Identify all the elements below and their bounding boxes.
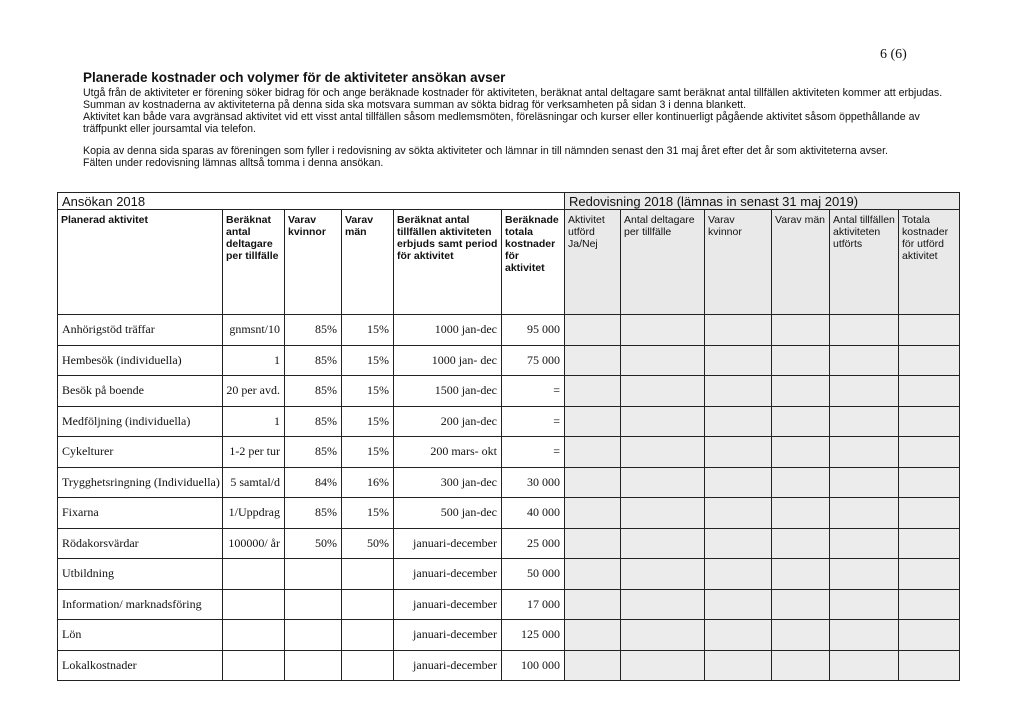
report-cell[interactable] — [621, 498, 705, 529]
report-cell[interactable] — [565, 528, 621, 559]
row-men: 15% — [342, 315, 394, 346]
table-row — [58, 437, 960, 468]
page-title: Planerade kostnader och volymer för de aktiviteter ansökan avser — [83, 70, 506, 85]
row-men: 50% — [342, 528, 394, 559]
row-activity: Information/ marknadsföring — [58, 589, 223, 620]
row-cost: 50 000 — [502, 559, 565, 590]
row-cost: 125 000 — [502, 620, 565, 651]
row-activity: Medföljning (individuella) — [58, 406, 223, 437]
report-cell[interactable] — [830, 315, 899, 346]
report-cell[interactable] — [705, 467, 772, 498]
report-cell[interactable] — [705, 498, 772, 529]
report-cell[interactable] — [899, 559, 960, 590]
row-cost: 30 000 — [502, 467, 565, 498]
report-cell[interactable] — [621, 528, 705, 559]
row-women: 85% — [285, 406, 342, 437]
row-participants: gnmsnt/10 — [223, 315, 285, 346]
report-cell[interactable] — [565, 376, 621, 407]
row-participants — [223, 650, 285, 681]
row-participants — [223, 589, 285, 620]
table-row — [58, 650, 960, 681]
report-cell[interactable] — [830, 406, 899, 437]
row-cost: 75 000 — [502, 345, 565, 376]
report-cell[interactable] — [705, 376, 772, 407]
report-cell[interactable] — [830, 437, 899, 468]
report-cell[interactable] — [565, 620, 621, 651]
header-women: Varav kvinnor — [285, 210, 342, 315]
row-activity: Utbildning — [58, 559, 223, 590]
row-women — [285, 650, 342, 681]
report-cell[interactable] — [899, 376, 960, 407]
report-cell[interactable] — [621, 467, 705, 498]
report-cell[interactable] — [772, 498, 830, 529]
report-cell[interactable] — [830, 467, 899, 498]
row-women: 85% — [285, 345, 342, 376]
activity-table — [57, 192, 960, 681]
table-row — [58, 406, 960, 437]
row-men: 15% — [342, 406, 394, 437]
report-cell[interactable] — [772, 650, 830, 681]
report-cell[interactable] — [621, 620, 705, 651]
row-men: 15% — [342, 498, 394, 529]
report-cell[interactable] — [772, 406, 830, 437]
report-cell[interactable] — [705, 437, 772, 468]
row-women — [285, 559, 342, 590]
report-cell[interactable] — [565, 650, 621, 681]
row-women: 84% — [285, 467, 342, 498]
table-row — [58, 467, 960, 498]
row-women: 85% — [285, 498, 342, 529]
report-cell[interactable] — [772, 345, 830, 376]
row-cost: 95 000 — [502, 315, 565, 346]
intro-paragraph-2: Aktivitet kan både vara avgränsad aktivitet vid ett visst antal tillfällen såsom medlemsmöten, föreläsningar och kurser eller kontinuerligt pågående aktivitet såsom öppethållande av träffpunkt eller joursamtal via telefon. — [83, 111, 920, 135]
report-cell[interactable] — [621, 345, 705, 376]
report-cell[interactable] — [830, 589, 899, 620]
row-occasions: januari-december — [394, 528, 502, 559]
report-cell[interactable] — [621, 406, 705, 437]
report-cell[interactable] — [565, 589, 621, 620]
report-cell[interactable] — [772, 437, 830, 468]
table-row — [58, 528, 960, 559]
row-men — [342, 620, 394, 651]
table-row — [58, 498, 960, 529]
report-cell[interactable] — [899, 498, 960, 529]
row-cost: = — [502, 437, 565, 468]
row-participants — [223, 559, 285, 590]
table-row — [58, 589, 960, 620]
report-cell[interactable] — [705, 559, 772, 590]
table-row — [58, 620, 960, 651]
row-activity: Anhörigstöd träffar — [58, 315, 223, 346]
row-participants: 1 — [223, 345, 285, 376]
row-occasions: 1000 jan- dec — [394, 345, 502, 376]
page-number: 6 (6) — [880, 47, 907, 62]
header-report-women: Varav kvinnor — [705, 210, 772, 315]
row-men: 15% — [342, 437, 394, 468]
report-cell[interactable] — [830, 345, 899, 376]
header-activity: Planerad aktivitet — [58, 210, 223, 315]
row-participants: 1/Uppdrag — [223, 498, 285, 529]
report-cell[interactable] — [565, 559, 621, 590]
intro-text — [83, 87, 963, 169]
report-cell[interactable] — [830, 498, 899, 529]
table-row — [58, 345, 960, 376]
report-cell[interactable] — [705, 315, 772, 346]
row-participants — [223, 620, 285, 651]
report-cell[interactable] — [899, 315, 960, 346]
report-cell[interactable] — [565, 345, 621, 376]
row-activity: Hembesök (individuella) — [58, 345, 223, 376]
row-men — [342, 559, 394, 590]
report-cell[interactable] — [705, 589, 772, 620]
report-cell[interactable] — [772, 315, 830, 346]
report-cell[interactable] — [772, 559, 830, 590]
row-men — [342, 589, 394, 620]
row-occasions: 1500 jan-dec — [394, 376, 502, 407]
row-women: 50% — [285, 528, 342, 559]
row-occasions: januari-december — [394, 650, 502, 681]
row-activity: Lön — [58, 620, 223, 651]
row-cost: 40 000 — [502, 498, 565, 529]
report-cell[interactable] — [565, 437, 621, 468]
intro-paragraph-4: Fälten under redovisning lämnas alltså tomma i denna ansökan. — [83, 157, 384, 169]
row-activity: Cykelturer — [58, 437, 223, 468]
report-cell[interactable] — [621, 559, 705, 590]
report-cell[interactable] — [621, 589, 705, 620]
report-cell[interactable] — [830, 376, 899, 407]
header-participants: Beräknat antal deltagare per tillfälle — [223, 210, 285, 315]
intro-paragraph-3: Kopia av denna sida sparas av föreningen som fyller i redovisning av sökta aktiviteter och lämnar in till nämnden senast den 31 maj året efter det år som aktiviteterna avser. — [83, 145, 888, 157]
intro-paragraph-1: Utgå från de aktiviteter er förening söker bidrag för och ange beräknade kostnader för aktiviteten, beräknat antal deltagare samt beräknat antal tillfällen aktiviteten kommer att erbjudas. Summan av kostnaderna av aktiviteterna på denna sida ska motsvara summan av sökta bidrag för verksamheten på sidan 3 i denna blankett. — [83, 87, 943, 111]
report-cell[interactable] — [899, 589, 960, 620]
report-cell[interactable] — [772, 528, 830, 559]
report-cell[interactable] — [621, 650, 705, 681]
row-cost: 25 000 — [502, 528, 565, 559]
table-row — [58, 559, 960, 590]
report-cell[interactable] — [565, 315, 621, 346]
row-activity: Fixarna — [58, 498, 223, 529]
row-participants: 100000/ år — [223, 528, 285, 559]
row-occasions: 200 jan-dec — [394, 406, 502, 437]
report-cell[interactable] — [772, 467, 830, 498]
report-cell[interactable] — [830, 650, 899, 681]
row-occasions: 300 jan-dec — [394, 467, 502, 498]
report-cell[interactable] — [772, 376, 830, 407]
report-cell[interactable] — [899, 620, 960, 651]
header-occasions: Beräknat antal tillfällen aktiviteten erbjuds samt period för aktivitet — [394, 210, 502, 315]
row-occasions: 500 jan-dec — [394, 498, 502, 529]
header-report-men: Varav män — [772, 210, 830, 315]
report-cell[interactable] — [705, 345, 772, 376]
row-activity: Rödakorsvärdar — [58, 528, 223, 559]
table-header-row — [58, 210, 960, 315]
report-cell[interactable] — [830, 620, 899, 651]
header-report-done: Aktivitet utförd Ja/Nej — [565, 210, 621, 315]
report-cell[interactable] — [621, 437, 705, 468]
row-activity: Lokalkostnader — [58, 650, 223, 681]
header-report-participants: Antal deltagare per tillfälle — [621, 210, 705, 315]
row-women: 85% — [285, 376, 342, 407]
row-women: 85% — [285, 315, 342, 346]
table-row — [58, 376, 960, 407]
report-cell[interactable] — [705, 528, 772, 559]
report-cell[interactable] — [899, 345, 960, 376]
row-occasions: januari-december — [394, 589, 502, 620]
row-cost: 17 000 — [502, 589, 565, 620]
report-cell[interactable] — [705, 620, 772, 651]
report-section-title: Redovisning 2018 (lämnas in senast 31 maj 2019) — [565, 193, 960, 210]
row-participants: 20 per avd. — [223, 376, 285, 407]
row-participants: 1-2 per tur — [223, 437, 285, 468]
header-report-occasions: Antal tillfällen aktiviteten utförts — [830, 210, 899, 315]
report-cell[interactable] — [899, 406, 960, 437]
row-occasions: 1000 jan-dec — [394, 315, 502, 346]
report-cell[interactable] — [772, 620, 830, 651]
report-cell[interactable] — [899, 437, 960, 468]
row-men: 16% — [342, 467, 394, 498]
row-women — [285, 589, 342, 620]
row-activity: Trygghetsringning (Individuella) — [58, 467, 223, 498]
row-occasions: januari-december — [394, 620, 502, 651]
report-cell[interactable] — [565, 467, 621, 498]
report-cell[interactable] — [899, 528, 960, 559]
row-women: 85% — [285, 437, 342, 468]
row-men: 15% — [342, 376, 394, 407]
row-women — [285, 620, 342, 651]
header-report-costs: Totala kostnader för utförd aktivitet — [899, 210, 960, 315]
report-cell[interactable] — [621, 315, 705, 346]
header-costs: Beräknade totala kostnader för aktivitet — [502, 210, 565, 315]
row-cost: = — [502, 406, 565, 437]
application-section-title: Ansökan 2018 — [58, 193, 565, 210]
report-cell[interactable] — [899, 650, 960, 681]
row-men: 15% — [342, 345, 394, 376]
row-occasions: 200 mars- okt — [394, 437, 502, 468]
report-cell[interactable] — [899, 467, 960, 498]
report-cell[interactable] — [830, 559, 899, 590]
report-cell[interactable] — [705, 406, 772, 437]
report-cell[interactable] — [565, 498, 621, 529]
report-cell[interactable] — [830, 528, 899, 559]
report-cell[interactable] — [565, 406, 621, 437]
report-cell[interactable] — [772, 589, 830, 620]
report-cell[interactable] — [705, 650, 772, 681]
header-men: Varav män — [342, 210, 394, 315]
table-row — [58, 315, 960, 346]
row-cost: 100 000 — [502, 650, 565, 681]
row-participants: 5 samtal/d — [223, 467, 285, 498]
row-occasions: januari-december — [394, 559, 502, 590]
row-activity: Besök på boende — [58, 376, 223, 407]
report-cell[interactable] — [621, 376, 705, 407]
row-cost: = — [502, 376, 565, 407]
row-men — [342, 650, 394, 681]
row-participants: 1 — [223, 406, 285, 437]
